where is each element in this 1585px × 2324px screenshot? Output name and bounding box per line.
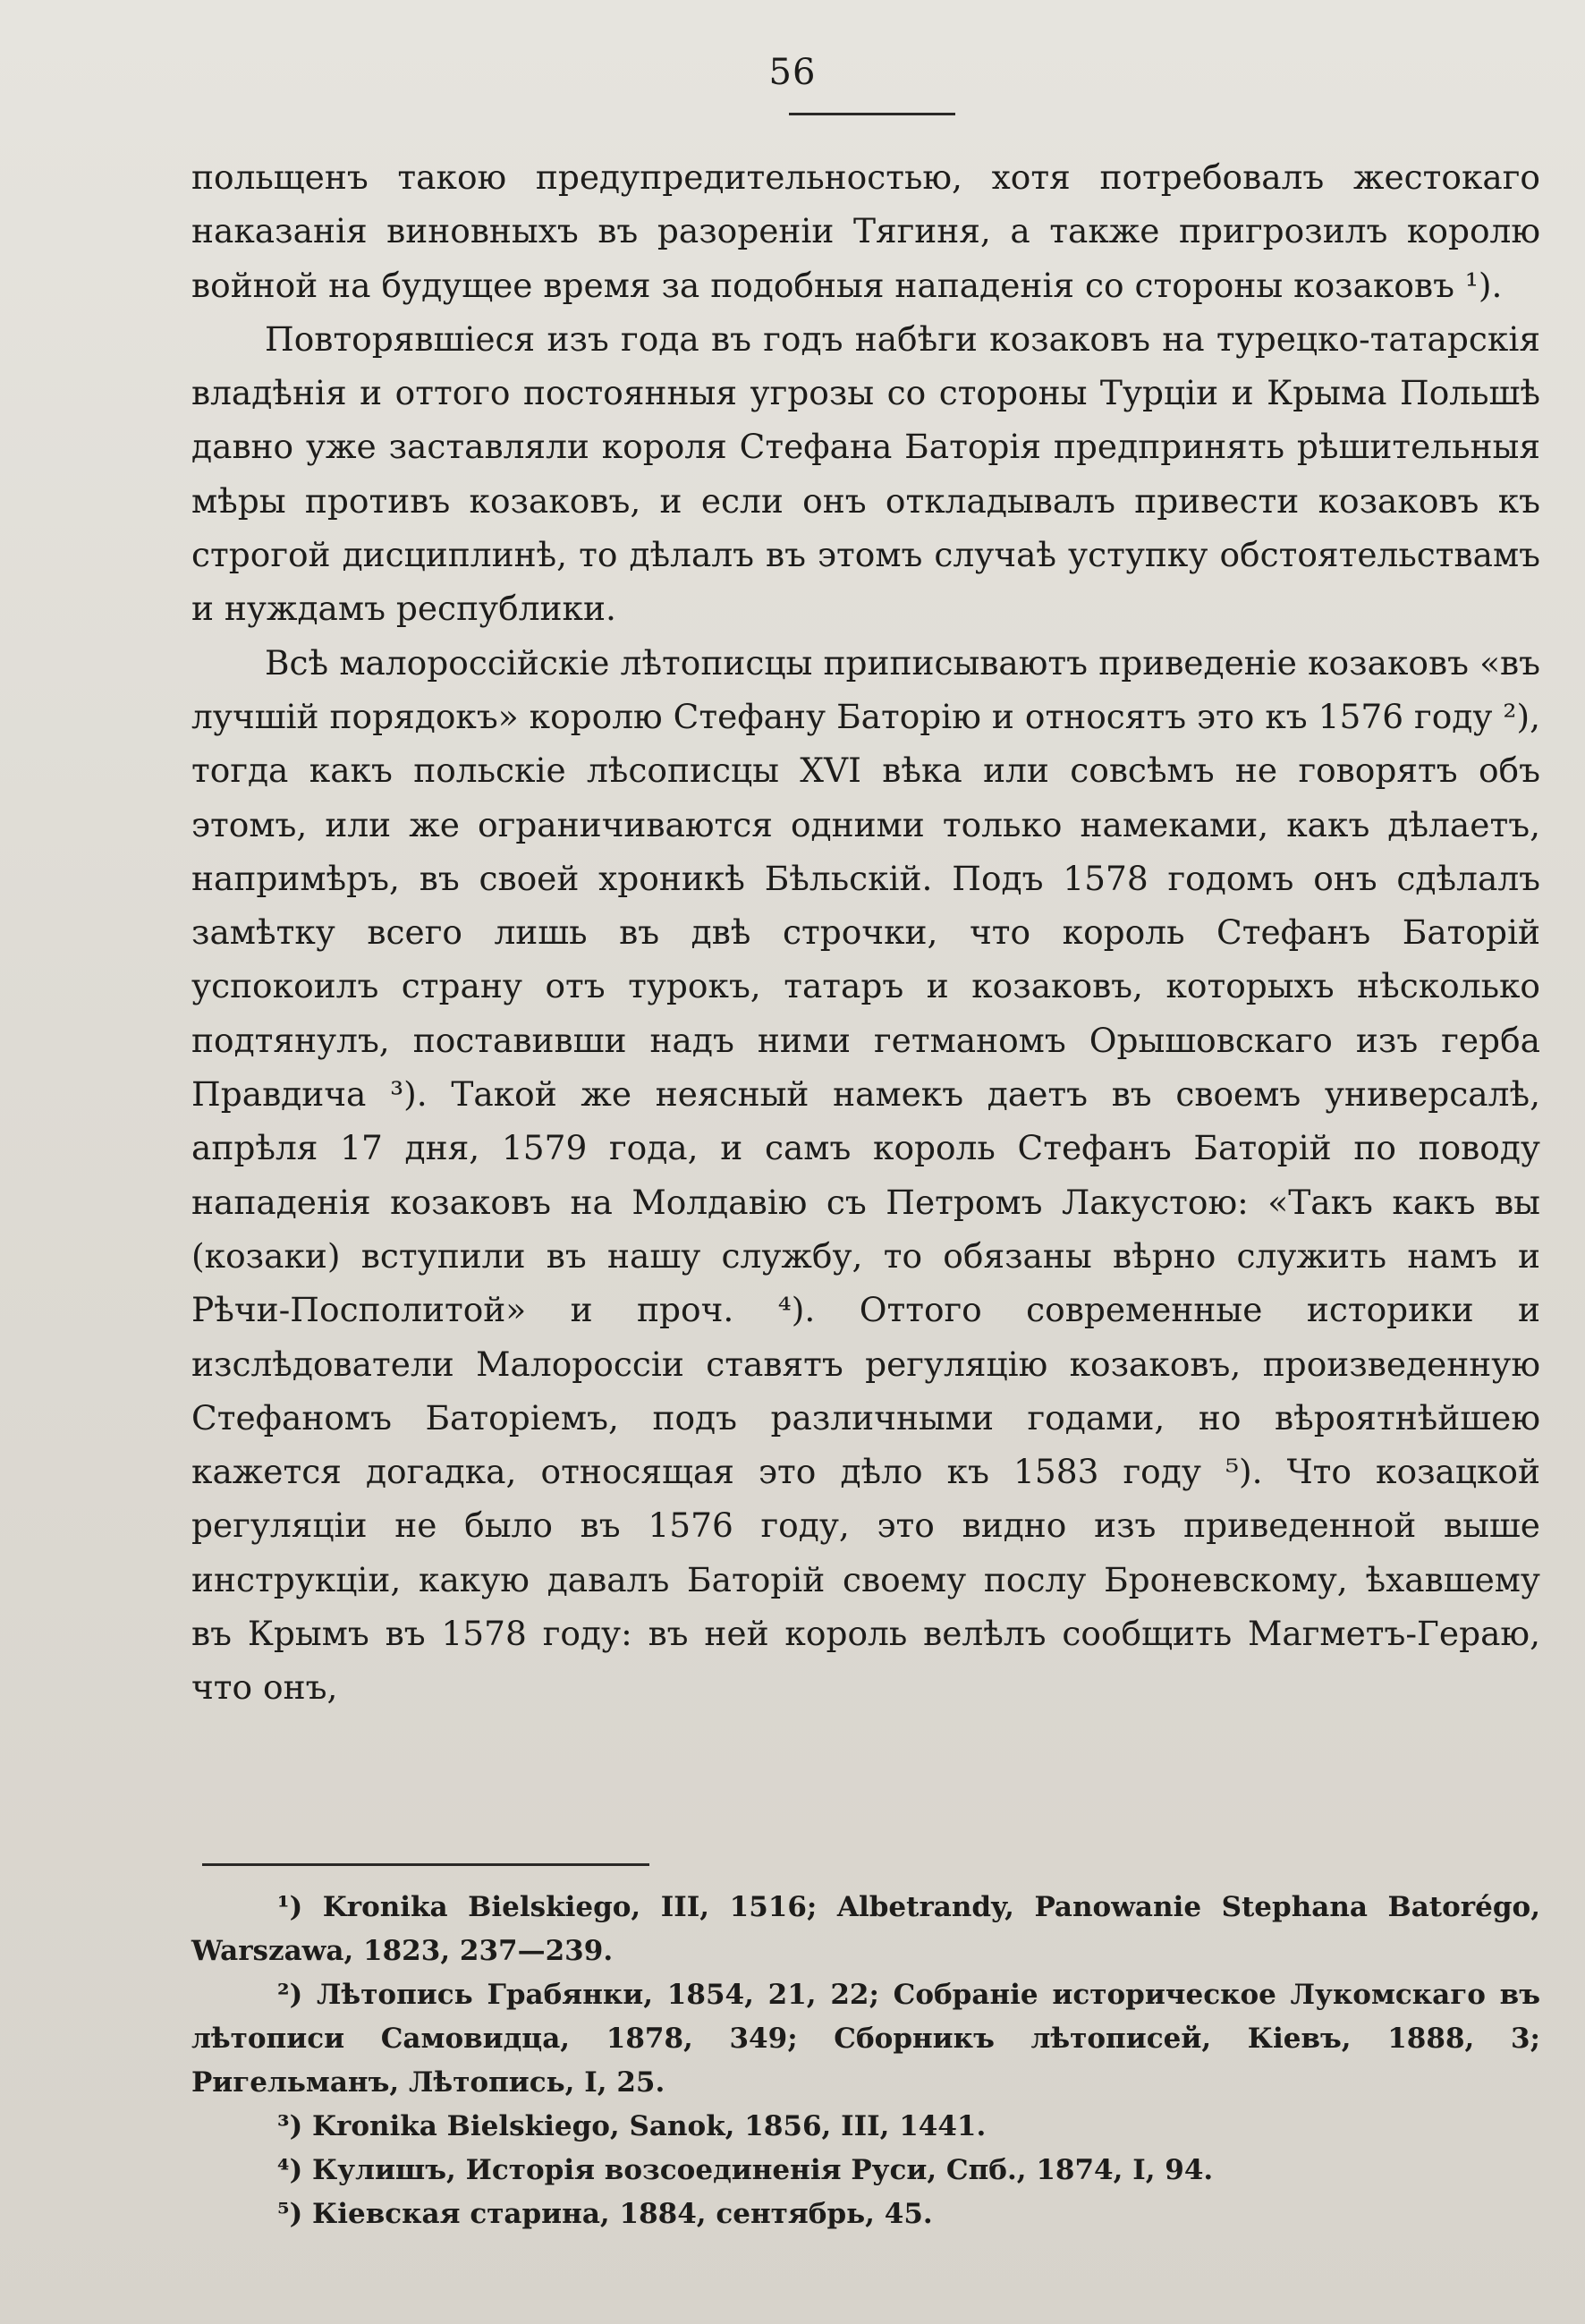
footnotes: [191, 1886, 1540, 2236]
footnote-1: ¹) Kronika Bielskiego, III, 1516; Albetrandy, Panowanie Stephana Batorégo, Warszawa, 1823, 237—239.: [191, 1891, 1540, 1967]
page-number: 56: [768, 52, 817, 93]
footnote-rule: [202, 1863, 649, 1866]
footnote-3: ³) Kronika Bielskiego, Sanok, 1856, III, 1441.: [277, 2110, 987, 2142]
footnote-5: ⁵) Кіевская старина, 1884, сентябрь, 45.: [277, 2198, 933, 2230]
paragraph-1: польщенъ такою предупредительностью, хотя потребовалъ жестокаго наказанія виновныхъ въ разореніи Тягиня, а также пригрозилъ королю войной на будущее время за подобныя нападенія со стороны козаковъ ¹).: [191, 157, 1540, 305]
main-text: [191, 150, 1540, 1715]
footnote-2: ²) Лѣтопись Грабянки, 1854, 21, 22; Собраніе историческое Лукомскаго въ лѣтописи Самовидца, 1878, 349; Сборникъ лѣтописей, Кіевъ, 1888, 3; Ригельманъ, Лѣтопись, I, 25.: [191, 1979, 1540, 2099]
paragraph-2: Повторявшіеся изъ года въ годъ набѣги козаковъ на турецко-татарскія владѣнія и оттого постоянныя угрозы со стороны Турціи и Крыма Польшѣ давно уже заставляли короля Стефана Баторія предпринять рѣшительныя мѣры противъ козаковъ, и если онъ откладывалъ привести козаковъ къ строгой дисциплинѣ, то дѣлалъ въ этомъ случаѣ уступку обстоятельствамъ и нуждамъ республики.: [191, 318, 1540, 629]
paragraph-3: Всѣ малороссійскіе лѣтописцы приписываютъ приведеніе козаковъ «въ лучшій порядокъ» королю Стефану Баторію и относятъ это къ 1576 году ²), тогда какъ польскіе лѣсописцы XVI вѣка или совсѣмъ не говорятъ объ этомъ, или же ограничиваются одними только намеками, какъ дѣлаетъ, напримѣръ, въ своей хроникѣ Бѣльскій. Подъ 1578 годомъ онъ сдѣлалъ замѣтку всего лишь въ двѣ строчки, что король Стефанъ Баторій успокоилъ страну отъ турокъ, татаръ и козаковъ, которыхъ нѣсколько подтянулъ, поставивши надъ ними гетманомъ Орышовскаго изъ герба Правдича ³). Такой же неясный намекъ даетъ въ своемъ универсалѣ, апрѣля 17 дня, 1579 года, и самъ король Стефанъ Баторій по поводу нападенія козаковъ на Молдавію съ Петромъ Лакустою: «Такъ какъ вы (козаки) вступили въ нашу службу, то обязаны вѣрно служить намъ и Рѣчи-Посполитой» и проч. ⁴). Оттого современные историки и изслѣдователи Малороссіи ставятъ регуляцію козаковъ, произведенную Стефаномъ Баторіемъ, подъ различными годами, но вѣроятнѣйшею кажется догадка, относящая это дѣло къ 1583 году ⁵). Что козацкой регуляціи не было въ 1576 году, это видно изъ приведенной выше инструкціи, какую давалъ Баторій своему послу Броневскому, ѣхавшему въ Крымъ въ 1578 году: въ ней король велѣлъ сообщить Магметъ-Гераю, что онъ,: [191, 642, 1540, 1708]
footnote-4: ⁴) Кулишъ, Исторія возсоединенія Руси, Спб., 1874, I, 94.: [277, 2154, 1214, 2186]
page-number-rule: [789, 113, 955, 115]
